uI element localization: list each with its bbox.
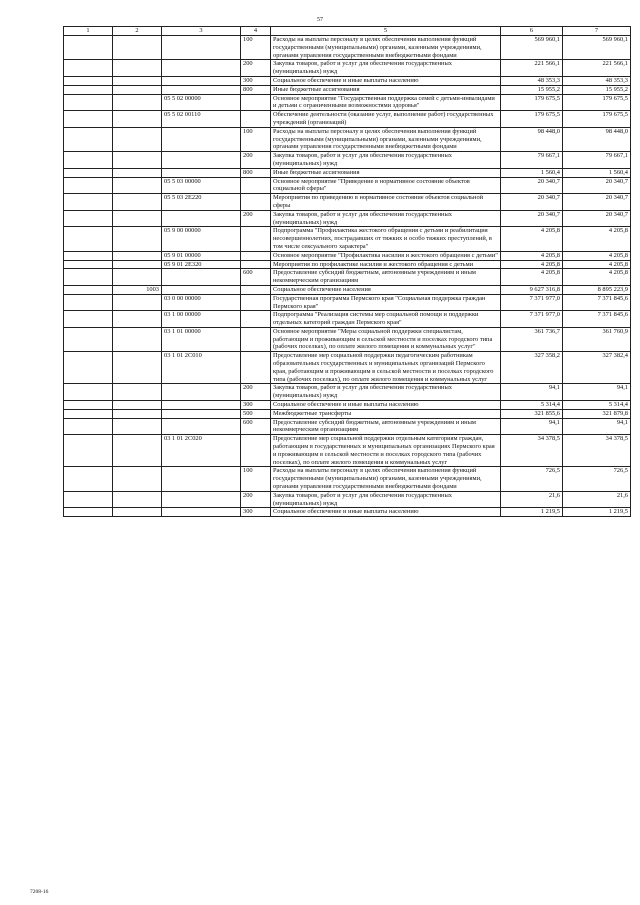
description-cell: Предоставление субсидий бюджетным, автономным учреждениям и иным некоммерческим организациям xyxy=(271,269,501,286)
expense-type-cell xyxy=(241,435,271,467)
amount-year-1-cell: 79 667,1 xyxy=(501,152,563,169)
table-row xyxy=(64,294,631,311)
amount-year-1-cell: 34 378,5 xyxy=(501,435,563,467)
table-row xyxy=(64,94,631,111)
expense-type-cell xyxy=(241,352,271,384)
amount-year-1-cell: 98 448,0 xyxy=(501,127,563,151)
col-1-cell xyxy=(64,491,113,508)
amount-year-2-cell: 94,1 xyxy=(563,418,631,435)
amount-year-1-cell: 48 353,3 xyxy=(501,76,563,85)
amount-year-1-cell: 726,5 xyxy=(501,467,563,491)
col-1-cell xyxy=(64,152,113,169)
expense-type-cell xyxy=(241,251,271,260)
table-row xyxy=(64,384,631,401)
section-code-cell xyxy=(113,60,162,77)
amount-year-2-cell: 1 219,5 xyxy=(563,508,631,517)
description-cell: Иные бюджетные ассигнования xyxy=(271,85,501,94)
col-1-cell xyxy=(64,194,113,211)
expense-type-cell: 600 xyxy=(241,269,271,286)
amount-year-1-cell: 327 358,2 xyxy=(501,352,563,384)
table-row xyxy=(64,352,631,384)
expense-type-cell: 100 xyxy=(241,127,271,151)
col-1-cell xyxy=(64,311,113,328)
amount-year-2-cell: 20 340,7 xyxy=(563,210,631,227)
expense-type-cell: 200 xyxy=(241,152,271,169)
col-1-cell xyxy=(64,111,113,128)
description-cell: Обеспечение деятельности (оказание услуг, выполнение работ) государственных учреждений (организаций) xyxy=(271,111,501,128)
amount-year-2-cell: 48 353,3 xyxy=(563,76,631,85)
description-cell: Предоставление мер социальной поддержки отдельным категориям граждан, работающим в государственных и муниципальных организациях Пермского края и проживающим в сельской местности и поселках городского типа (рабочих поселках), по оплате жилого помещения и коммунальных услуг xyxy=(271,435,501,467)
amount-year-1-cell: 321 855,6 xyxy=(501,409,563,418)
amount-year-1-cell: 21,6 xyxy=(501,491,563,508)
description-cell: Закупка товаров, работ и услуг для обеспечения государственных (муниципальных) нужд xyxy=(271,384,501,401)
expense-type-cell xyxy=(241,311,271,328)
table-row xyxy=(64,401,631,410)
amount-year-2-cell: 7 371 845,6 xyxy=(563,311,631,328)
target-article-cell xyxy=(162,168,241,177)
amount-year-2-cell: 321 879,8 xyxy=(563,409,631,418)
section-code-cell xyxy=(113,508,162,517)
section-code-cell xyxy=(113,36,162,60)
header-cell: 2 xyxy=(113,27,162,36)
description-cell: Иные бюджетные ассигнования xyxy=(271,168,501,177)
amount-year-2-cell: 98 448,0 xyxy=(563,127,631,151)
col-1-cell xyxy=(64,177,113,194)
target-article-cell: 03 1 01 2С010 xyxy=(162,352,241,384)
expense-type-cell xyxy=(241,227,271,251)
target-article-cell xyxy=(162,127,241,151)
amount-year-1-cell: 7 371 977,0 xyxy=(501,311,563,328)
footer-code: 7208-16 xyxy=(30,889,49,895)
target-article-cell xyxy=(162,418,241,435)
col-1-cell xyxy=(64,94,113,111)
section-code-cell xyxy=(113,76,162,85)
col-1-cell xyxy=(64,327,113,351)
target-article-cell: 03 1 00 00000 xyxy=(162,311,241,328)
col-1-cell xyxy=(64,210,113,227)
amount-year-2-cell: 79 667,1 xyxy=(563,152,631,169)
col-1-cell xyxy=(64,285,113,294)
amount-year-2-cell: 4 205,8 xyxy=(563,227,631,251)
section-code-cell xyxy=(113,85,162,94)
target-article-cell xyxy=(162,210,241,227)
target-article-cell xyxy=(162,152,241,169)
section-code-cell xyxy=(113,352,162,384)
amount-year-2-cell: 4 205,8 xyxy=(563,269,631,286)
amount-year-1-cell: 9 627 316,8 xyxy=(501,285,563,294)
amount-year-2-cell: 4 205,8 xyxy=(563,260,631,269)
col-1-cell xyxy=(64,227,113,251)
table-row xyxy=(64,168,631,177)
section-code-cell xyxy=(113,491,162,508)
target-article-cell xyxy=(162,60,241,77)
amount-year-2-cell: 21,6 xyxy=(563,491,631,508)
expense-type-cell: 500 xyxy=(241,409,271,418)
col-1-cell xyxy=(64,384,113,401)
expense-type-cell xyxy=(241,177,271,194)
table-row xyxy=(64,194,631,211)
table-row xyxy=(64,467,631,491)
table-row xyxy=(64,177,631,194)
section-code-cell xyxy=(113,269,162,286)
table-row xyxy=(64,269,631,286)
page-number: 57 xyxy=(317,17,323,23)
table-row xyxy=(64,227,631,251)
amount-year-1-cell: 179 675,5 xyxy=(501,111,563,128)
amount-year-1-cell: 20 340,7 xyxy=(501,194,563,211)
target-article-cell xyxy=(162,285,241,294)
col-1-cell xyxy=(64,269,113,286)
table-row xyxy=(64,285,631,294)
expense-type-cell xyxy=(241,94,271,111)
col-1-cell xyxy=(64,467,113,491)
expense-type-cell: 100 xyxy=(241,36,271,60)
col-1-cell xyxy=(64,260,113,269)
target-article-cell: 05 5 02 00110 xyxy=(162,111,241,128)
description-cell: Межбюджетные трансферты xyxy=(271,409,501,418)
target-article-cell xyxy=(162,36,241,60)
target-article-cell xyxy=(162,269,241,286)
table-row xyxy=(64,409,631,418)
amount-year-2-cell: 20 340,7 xyxy=(563,194,631,211)
target-article-cell: 05 5 02 00000 xyxy=(162,94,241,111)
section-code-cell xyxy=(113,127,162,151)
description-cell: Закупка товаров, работ и услуг для обеспечения государственных (муниципальных) нужд xyxy=(271,491,501,508)
expense-type-cell: 800 xyxy=(241,168,271,177)
amount-year-1-cell: 94,1 xyxy=(501,418,563,435)
amount-year-2-cell: 7 371 845,6 xyxy=(563,294,631,311)
col-1-cell xyxy=(64,36,113,60)
target-article-cell: 05 9 01 2Е320 xyxy=(162,260,241,269)
expense-type-cell: 200 xyxy=(241,60,271,77)
section-code-cell: 1003 xyxy=(113,285,162,294)
header-cell: 6 xyxy=(501,27,563,36)
description-cell: Социальное обеспечение и иные выплаты населению xyxy=(271,508,501,517)
target-article-cell xyxy=(162,491,241,508)
target-article-cell: 03 1 01 00000 xyxy=(162,327,241,351)
table-row xyxy=(64,127,631,151)
amount-year-2-cell: 221 566,1 xyxy=(563,60,631,77)
table-row xyxy=(64,491,631,508)
expense-type-cell: 200 xyxy=(241,384,271,401)
table-row xyxy=(64,36,631,60)
description-cell: Предоставление субсидий бюджетным, автономным учреждениям и иным некоммерческим организациям xyxy=(271,418,501,435)
target-article-cell xyxy=(162,467,241,491)
target-article-cell xyxy=(162,384,241,401)
amount-year-1-cell: 221 566,1 xyxy=(501,60,563,77)
table-row xyxy=(64,508,631,517)
section-code-cell xyxy=(113,177,162,194)
col-1-cell xyxy=(64,127,113,151)
description-cell: Расходы на выплаты персоналу в целях обеспечения выполнения функций государственными (муниципальными) органами, казенными учреждениями, органами управления государственными внебюджетными фондами xyxy=(271,127,501,151)
section-code-cell xyxy=(113,152,162,169)
header-cell: 1 xyxy=(64,27,113,36)
amount-year-2-cell: 34 378,5 xyxy=(563,435,631,467)
table-row xyxy=(64,152,631,169)
expense-type-cell xyxy=(241,194,271,211)
target-article-cell: 03 0 00 00000 xyxy=(162,294,241,311)
description-cell: Основное мероприятие "Государственная поддержка семей с детьми-инвалидами и детьми с ограниченными возможностями здоровья" xyxy=(271,94,501,111)
table-row xyxy=(64,435,631,467)
table-row xyxy=(64,260,631,269)
section-code-cell xyxy=(113,210,162,227)
col-1-cell xyxy=(64,294,113,311)
table-row xyxy=(64,76,631,85)
table-row xyxy=(64,311,631,328)
description-cell: Основное мероприятие "Приведение в нормативное состояние объектов социальной сферы" xyxy=(271,177,501,194)
amount-year-1-cell: 361 736,7 xyxy=(501,327,563,351)
description-cell: Социальное обеспечение и иные выплаты населению xyxy=(271,76,501,85)
description-cell: Расходы на выплаты персоналу в целях обеспечения выполнения функций государственными (муниципальными) органами, казенными учреждениями, органами управления государственными внебюджетными фондами xyxy=(271,36,501,60)
col-1-cell xyxy=(64,508,113,517)
header-cell: 3 xyxy=(162,27,241,36)
description-cell: Мероприятия по приведению в нормативное состояние объектов социальной сферы xyxy=(271,194,501,211)
amount-year-1-cell: 569 960,1 xyxy=(501,36,563,60)
section-code-cell xyxy=(113,409,162,418)
target-article-cell: 05 9 01 00000 xyxy=(162,251,241,260)
description-cell: Основное мероприятие "Профилактика насилия и жестокого обращения с детьми" xyxy=(271,251,501,260)
amount-year-1-cell: 4 205,8 xyxy=(501,260,563,269)
col-1-cell xyxy=(64,85,113,94)
section-code-cell xyxy=(113,260,162,269)
target-article-cell xyxy=(162,409,241,418)
description-cell: Основное мероприятие "Меры социальной поддержки специалистам, работающим и проживающим в сельской местности и поселках городского типа (рабочих поселках), по оплате жилого помещения и коммунальных услуг" xyxy=(271,327,501,351)
section-code-cell xyxy=(113,94,162,111)
description-cell: Закупка товаров, работ и услуг для обеспечения государственных (муниципальных) нужд xyxy=(271,210,501,227)
expense-type-cell: 300 xyxy=(241,76,271,85)
amount-year-2-cell: 569 960,1 xyxy=(563,36,631,60)
amount-year-2-cell: 1 560,4 xyxy=(563,168,631,177)
amount-year-2-cell: 20 340,7 xyxy=(563,177,631,194)
section-code-cell xyxy=(113,401,162,410)
target-article-cell xyxy=(162,508,241,517)
amount-year-1-cell: 4 205,8 xyxy=(501,269,563,286)
amount-year-1-cell: 4 205,8 xyxy=(501,227,563,251)
col-1-cell xyxy=(64,418,113,435)
amount-year-2-cell: 15 955,2 xyxy=(563,85,631,94)
col-1-cell xyxy=(64,76,113,85)
expense-type-cell: 300 xyxy=(241,401,271,410)
amount-year-2-cell: 8 895 223,9 xyxy=(563,285,631,294)
amount-year-1-cell: 94,1 xyxy=(501,384,563,401)
amount-year-1-cell: 1 219,5 xyxy=(501,508,563,517)
description-cell: Подпрограмма "Реализация системы мер социальной помощи и поддержки отдельных категорий граждан Пермского края" xyxy=(271,311,501,328)
section-code-cell xyxy=(113,294,162,311)
target-article-cell xyxy=(162,401,241,410)
amount-year-2-cell: 4 205,8 xyxy=(563,251,631,260)
table-header-row xyxy=(64,27,631,36)
table-row xyxy=(64,251,631,260)
header-cell: 7 xyxy=(563,27,631,36)
amount-year-1-cell: 20 340,7 xyxy=(501,210,563,227)
expense-type-cell: 300 xyxy=(241,508,271,517)
description-cell: Государственная программа Пермского края "Социальная поддержка граждан Пермского края" xyxy=(271,294,501,311)
section-code-cell xyxy=(113,194,162,211)
table-row xyxy=(64,327,631,351)
description-cell: Социальное обеспечение населения xyxy=(271,285,501,294)
amount-year-1-cell: 15 955,2 xyxy=(501,85,563,94)
amount-year-2-cell: 5 314,4 xyxy=(563,401,631,410)
amount-year-2-cell: 179 675,5 xyxy=(563,111,631,128)
section-code-cell xyxy=(113,111,162,128)
target-article-cell: 03 1 01 2С020 xyxy=(162,435,241,467)
amount-year-1-cell: 20 340,7 xyxy=(501,177,563,194)
expense-type-cell xyxy=(241,111,271,128)
target-article-cell: 05 5 03 2Е220 xyxy=(162,194,241,211)
target-article-cell xyxy=(162,85,241,94)
description-cell: Закупка товаров, работ и услуг для обеспечения государственных (муниципальных) нужд xyxy=(271,60,501,77)
section-code-cell xyxy=(113,251,162,260)
expense-type-cell: 200 xyxy=(241,491,271,508)
amount-year-1-cell: 4 205,8 xyxy=(501,251,563,260)
expense-type-cell xyxy=(241,294,271,311)
amount-year-2-cell: 179 675,5 xyxy=(563,94,631,111)
table-row xyxy=(64,418,631,435)
col-1-cell xyxy=(64,168,113,177)
col-1-cell xyxy=(64,401,113,410)
amount-year-1-cell: 1 560,4 xyxy=(501,168,563,177)
section-code-cell xyxy=(113,311,162,328)
amount-year-2-cell: 94,1 xyxy=(563,384,631,401)
col-1-cell xyxy=(64,409,113,418)
col-1-cell xyxy=(64,251,113,260)
col-1-cell xyxy=(64,352,113,384)
expense-type-cell: 200 xyxy=(241,210,271,227)
amount-year-1-cell: 7 371 977,0 xyxy=(501,294,563,311)
expense-type-cell: 600 xyxy=(241,418,271,435)
section-code-cell xyxy=(113,435,162,467)
col-1-cell xyxy=(64,60,113,77)
section-code-cell xyxy=(113,227,162,251)
section-code-cell xyxy=(113,384,162,401)
target-article-cell: 05 9 00 00000 xyxy=(162,227,241,251)
amount-year-2-cell: 327 382,4 xyxy=(563,352,631,384)
amount-year-2-cell: 361 760,9 xyxy=(563,327,631,351)
header-cell: 4 xyxy=(241,27,271,36)
amount-year-2-cell: 726,5 xyxy=(563,467,631,491)
section-code-cell xyxy=(113,418,162,435)
col-1-cell xyxy=(64,435,113,467)
expense-type-cell xyxy=(241,285,271,294)
target-article-cell xyxy=(162,76,241,85)
description-cell: Мероприятия по профилактике насилия и жестокого обращения с детьми xyxy=(271,260,501,269)
table-row xyxy=(64,60,631,77)
table-row xyxy=(64,111,631,128)
expense-type-cell xyxy=(241,260,271,269)
description-cell: Закупка товаров, работ и услуг для обеспечения государственных (муниципальных) нужд xyxy=(271,152,501,169)
header-cell: 5 xyxy=(271,27,501,36)
table-row xyxy=(64,85,631,94)
expense-type-cell xyxy=(241,327,271,351)
description-cell: Расходы на выплаты персоналу в целях обеспечения выполнения функций государственными (муниципальными) органами, казенными учреждениями, органами управления государственными внебюджетными фондами xyxy=(271,467,501,491)
section-code-cell xyxy=(113,168,162,177)
section-code-cell xyxy=(113,467,162,491)
amount-year-1-cell: 179 675,5 xyxy=(501,94,563,111)
expense-type-cell: 100 xyxy=(241,467,271,491)
description-cell: Социальное обеспечение и иные выплаты населению xyxy=(271,401,501,410)
description-cell: Подпрограмма "Профилактика жестокого обращения с детьми и реабилитация несовершеннолетних, пострадавших от тяжких и особо тяжких преступлений, в том числе сексуального характера" xyxy=(271,227,501,251)
description-cell: Предоставление мер социальной поддержки педагогическим работникам образовательных государственных и муниципальных организаций Пермского края, работающим и проживающим в сельской местности и поселках городского типа (рабочих поселках), по оплате жилого помещения и коммунальных услуг xyxy=(271,352,501,384)
section-code-cell xyxy=(113,327,162,351)
amount-year-1-cell: 5 314,4 xyxy=(501,401,563,410)
expense-type-cell: 800 xyxy=(241,85,271,94)
target-article-cell: 05 5 03 00000 xyxy=(162,177,241,194)
budget-table xyxy=(63,26,631,517)
table-row xyxy=(64,210,631,227)
